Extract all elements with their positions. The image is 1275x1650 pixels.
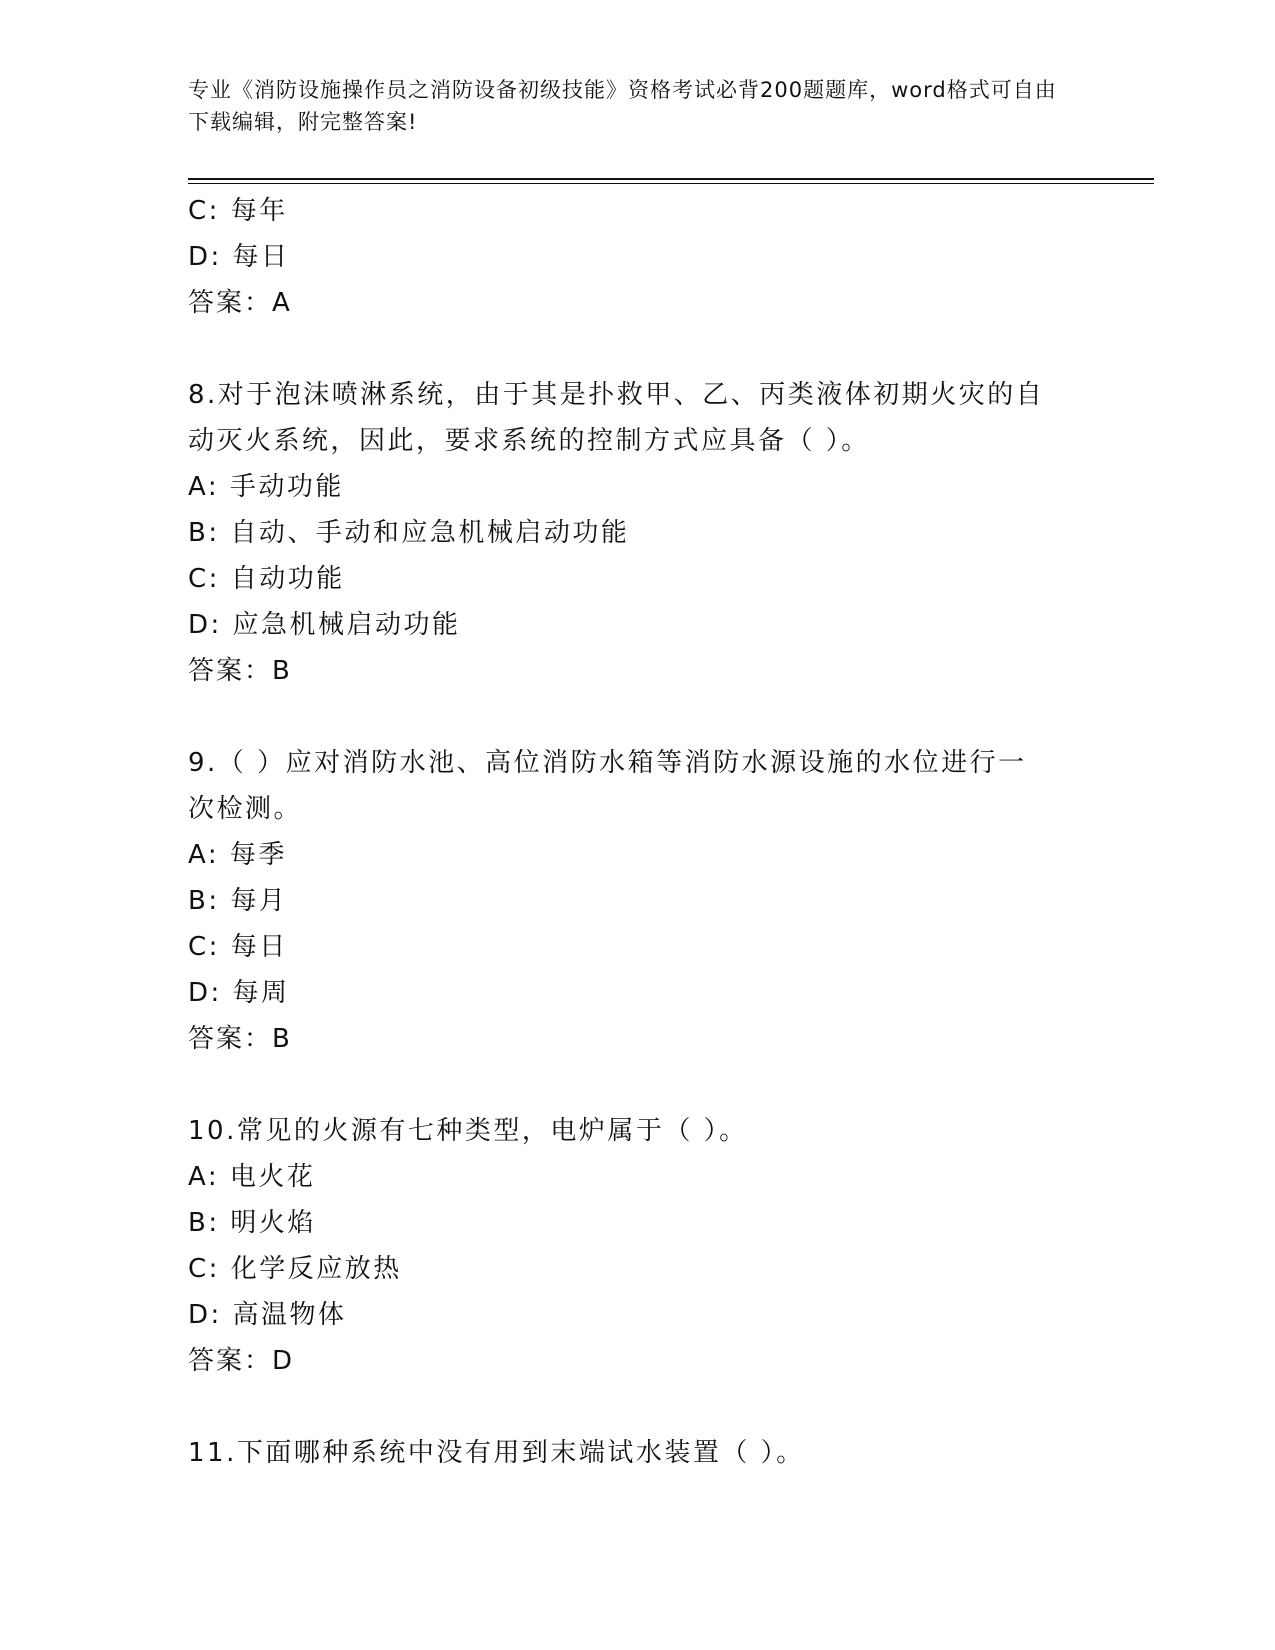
question-9 xyxy=(188,740,1068,1062)
question-11 xyxy=(188,1430,1068,1476)
spacer xyxy=(188,326,1068,372)
option-text: 每年 xyxy=(230,196,288,226)
option-text: 每日 xyxy=(232,242,290,272)
option-d xyxy=(188,602,1068,648)
option-label: A: xyxy=(188,840,220,870)
option-label: C: xyxy=(188,564,220,594)
question-stem-line: 次检测。 xyxy=(188,794,303,824)
option-b xyxy=(188,510,1068,556)
option-b xyxy=(188,1200,1068,1246)
option-text: 每日 xyxy=(230,932,288,962)
answer-line: 答案：D xyxy=(188,1346,295,1376)
option-a xyxy=(188,1154,1068,1200)
answer-line: 答案：A xyxy=(188,288,292,318)
header-rule-thick xyxy=(188,178,1154,180)
option-text: 每周 xyxy=(232,978,290,1008)
option-d xyxy=(188,1292,1068,1338)
option-d xyxy=(188,234,1068,280)
option-label: C: xyxy=(188,196,220,226)
option-label: A: xyxy=(188,472,220,502)
spacer xyxy=(188,1384,1068,1430)
option-b xyxy=(188,878,1068,924)
spacer xyxy=(188,1062,1068,1108)
option-c xyxy=(188,924,1068,970)
option-label: D: xyxy=(188,1300,222,1330)
question-stem-line: 9.（ ）应对消防水池、高位消防水箱等消防水源设施的水位进行一 xyxy=(188,748,1027,778)
option-label: B: xyxy=(188,886,220,916)
option-label: D: xyxy=(188,242,222,272)
header-rule-thin xyxy=(188,183,1154,184)
option-text: 每季 xyxy=(229,840,287,870)
option-c xyxy=(188,556,1068,602)
option-c xyxy=(188,188,1068,234)
question-stem-line: 动灭火系统，因此，要求系统的控制方式应具备（ ）。 xyxy=(188,426,870,456)
page-header: 专业《消防设施操作员之消防设备初级技能》资格考试必背200题题库，word格式可自由下载编辑，附完整答案! xyxy=(188,78,1057,134)
option-text: 自动、手动和应急机械启动功能 xyxy=(230,518,630,548)
option-text: 应急机械启动功能 xyxy=(232,610,461,640)
option-label: A: xyxy=(188,1162,220,1192)
option-text: 自动功能 xyxy=(230,564,345,594)
answer-line: 答案：B xyxy=(188,1024,292,1054)
option-label: D: xyxy=(188,610,222,640)
option-text: 化学反应放热 xyxy=(230,1254,402,1284)
option-text: 高温物体 xyxy=(232,1300,347,1330)
question-stem-line: 10.常见的火源有七种类型，电炉属于（ ）。 xyxy=(188,1116,748,1146)
option-label: D: xyxy=(188,978,222,1008)
answer-line: 答案：B xyxy=(188,656,292,686)
option-text: 每月 xyxy=(230,886,288,916)
option-a xyxy=(188,464,1068,510)
option-label: B: xyxy=(188,518,220,548)
option-text: 电火花 xyxy=(229,1162,316,1192)
question-fragment xyxy=(188,188,1068,326)
option-text: 明火焰 xyxy=(230,1208,316,1238)
option-a xyxy=(188,832,1068,878)
option-label: C: xyxy=(188,932,220,962)
question-stem-line: 11.下面哪种系统中没有用到末端试水装置（ ）。 xyxy=(188,1438,805,1468)
question-stem-line: 8.对于泡沫喷淋系统，由于其是扑救甲、乙、丙类液体初期火灾的自 xyxy=(188,380,1045,410)
option-text: 手动功能 xyxy=(229,472,344,502)
option-label: B: xyxy=(188,1208,220,1238)
option-label: C: xyxy=(188,1254,220,1284)
spacer xyxy=(188,694,1068,740)
question-10 xyxy=(188,1108,1068,1384)
question-list xyxy=(188,188,1068,1476)
question-8 xyxy=(188,372,1068,694)
option-d xyxy=(188,970,1068,1016)
option-c xyxy=(188,1246,1068,1292)
